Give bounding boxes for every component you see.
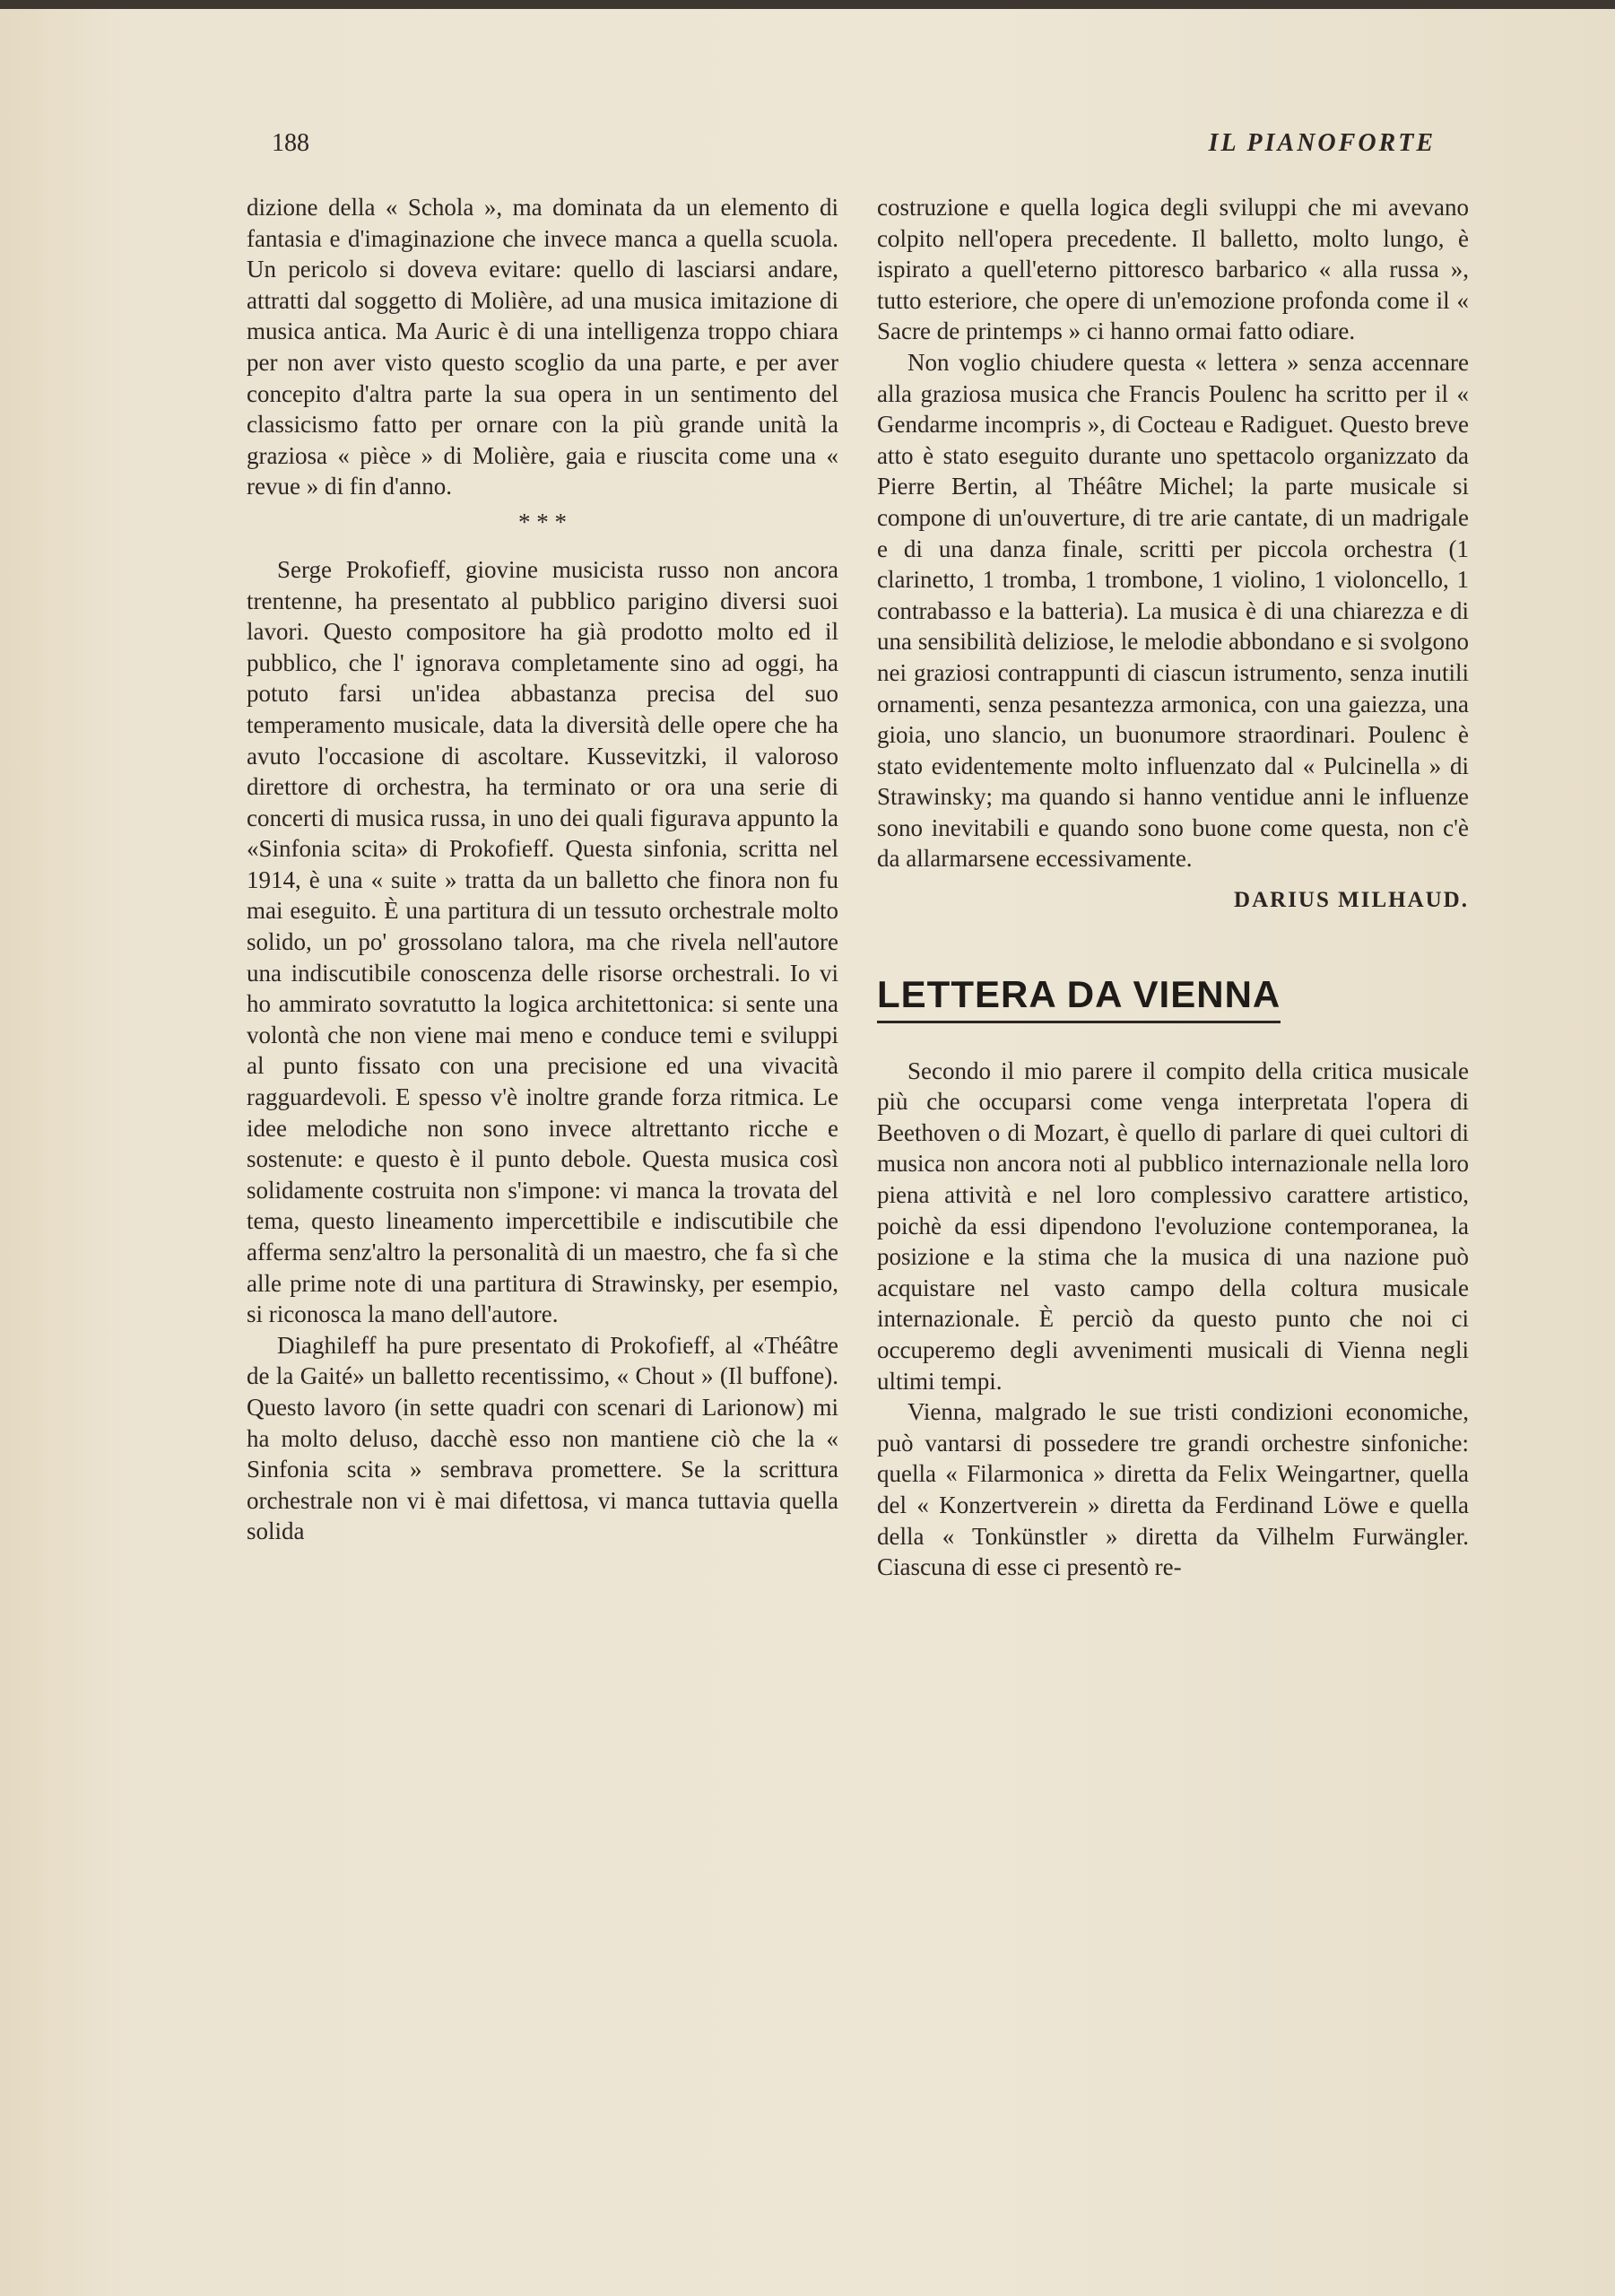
- right-paragraph-3: Secondo il mio parere il compito della critica musicale più che occuparsi come venga interpretata l'opera di Beethoven o di Mozart, è quello di parlare di quei cultori di musica non ancora noti al pubblico internazionale nella loro piena attività e nel loro complessivo carattere artistico, poichè da essi dipendono l'evoluzione contemporanea, la posizione e la stima che la musica di una nazione può acquistare nel vasto campo della coltura musicale internazionale. È perciò da questo punto che noi ci occuperemo degli avvenimenti musicali di Vienna negli ultimi tempi.: [877, 1057, 1469, 1395]
- right-paragraph-1: costruzione e quella logica degli sviluppi che mi avevano colpito nell'opera precedente. Il balletto, molto lungo, è ispirato a quell'eterno pittoresco barbarico « alla russa », tutto esteriore, che opere di un'emozione profonda come il « Sacre de printemps » ci hanno ormai fatto odiare.: [877, 194, 1469, 345]
- page-number: 188: [272, 129, 309, 157]
- section-separator: * * *: [518, 508, 567, 535]
- journal-title: IL PIANOFORTE: [1208, 129, 1436, 157]
- section-heading: LETTERA DA VIENNA: [877, 972, 1281, 1023]
- left-paragraph-1: dizione della « Schola », ma dominata da un elemento di fantasia e d'imaginazione che invece manca a quella scuola. Un pericolo si doveva evitare: quello di lasciarsi andare, attratti dal soggetto di Molière, ad una musica imitazione di musica antica. Ma Auric è di una intelligenza troppo chiara per non aver visto questo scoglio da una parte, e per aver concepito d'altra parte la sua opera in un sentimento del classicismo fatto per ornare con la più grande unità la graziosa « pièce » di Molière, gaia e riuscita come una « revue » di fin d'anno.: [247, 194, 838, 500]
- right-column: [877, 192, 1469, 1583]
- running-head: [272, 129, 1436, 165]
- left-paragraph-3: Diaghileff ha pure presentato di Prokofieff, al «Théâtre de la Gaité» un balletto recentissimo, « Chout » (Il buffone). Questo lavoro (in sette quadri con scenari di Larionow) mi ha molto deluso, dacchè esso non mantiene ciò che la « Sinfonia scita » sembrava promettere. Se la scrittura orchestrale non vi è mai difettosa, vi manca tuttavia quella solida: [247, 1331, 838, 1545]
- page-top-edge: [0, 0, 1615, 9]
- left-column: [247, 192, 838, 1547]
- right-paragraph-4: Vienna, malgrado le sue tristi condizioni economiche, può vantarsi di possedere tre grandi orchestre sinfoniche: quella « Filarmonica » diretta da Felix Weingartner, quella del « Konzertverein » diretta da Ferdinand Löwe e quella della « Tonkünstler » diretta da Vilhelm Furwängler. Ciascuna di esse ci presentò re-: [877, 1398, 1469, 1581]
- author-signature: DARIUS MILHAUD.: [1234, 888, 1469, 913]
- left-paragraph-2: Serge Prokofieff, giovine musicista russo non ancora trentenne, ha presentato al pubblico parigino diversi suoi lavori. Questo compositore ha già prodotto molto ed il pubblico, che l' ignorava completamente sino ad oggi, ha potuto farsi un'idea abbastanza precisa del suo temperamento musicale, data la diversità delle opere che ha avuto l'occasione di ascoltare. Kussevitzki, il valoroso direttore di orchestra, ha terminato or ora una serie di concerti di musica russa, in uno dei quali figurava appunto la «Sinfonia scita» di Prokofieff. Questa sinfonia, scritta nel 1914, è una « suite » tratta da un balletto che finora non fu mai eseguito. È una partitura di un tessuto orchestrale molto solido, un po' grossolano talora, ma che rivela nell'autore una indiscutibile conoscenza delle risorse orchestrali. Io vi ho ammirato sovratutto la logica architettonica: si sente una volontà che non viene mai meno e conduce temi e sviluppi al punto fissato con una precisione ed una vivacità ragguardevoli. E spesso v'è inoltre grande forza ritmica. Le idee melodiche non sono invece altrettanto ricche e sostenute: e questo è il punto debole. Questa musica così solidamente costruita non s'impone: vi manca la trovata del tema, questo lineamento impercettibile e indiscutibile che afferma senz'altro la personalità di un maestro, che fa sì che alle prime note di una partitura di Strawinsky, per esempio, si riconosca la mano dell'autore.: [247, 555, 838, 1328]
- right-paragraph-2: Non voglio chiudere questa « lettera » senza accennare alla graziosa musica che Francis Poulenc ha scritto per il « Gendarme incompris », di Cocteau e Radiguet. Questo breve atto è stato eseguito durante uno spettacolo organizzato da Pierre Bertin, al Théâtre Michel; la parte musicale si compone di un'ouverture, di tre arie cantate, di un madrigale e di una danza finale, scritti per piccola orchestra (1 clarinetto, 1 tromba, 1 trombone, 1 violino, 1 violoncello, 1 contrabasso e la batteria). La musica è di una chiarezza e di una sensibilità deliziose, le melodie abbondano e si svolgono nei graziosi contrappunti di ciascun istrumento, senza inutili ornamenti, senza pesantezza armonica, con una gaiezza, una gioia, uno slancio, un buonumore straordinari. Poulenc è stato evidentemente molto influenzato dal « Pulcinella » di Strawinsky; ma quando si hanno ventidue anni le influenze sono inevitabili e quando sono buone come questa, non c'è da allarmarsene eccessivamente.: [877, 348, 1469, 873]
